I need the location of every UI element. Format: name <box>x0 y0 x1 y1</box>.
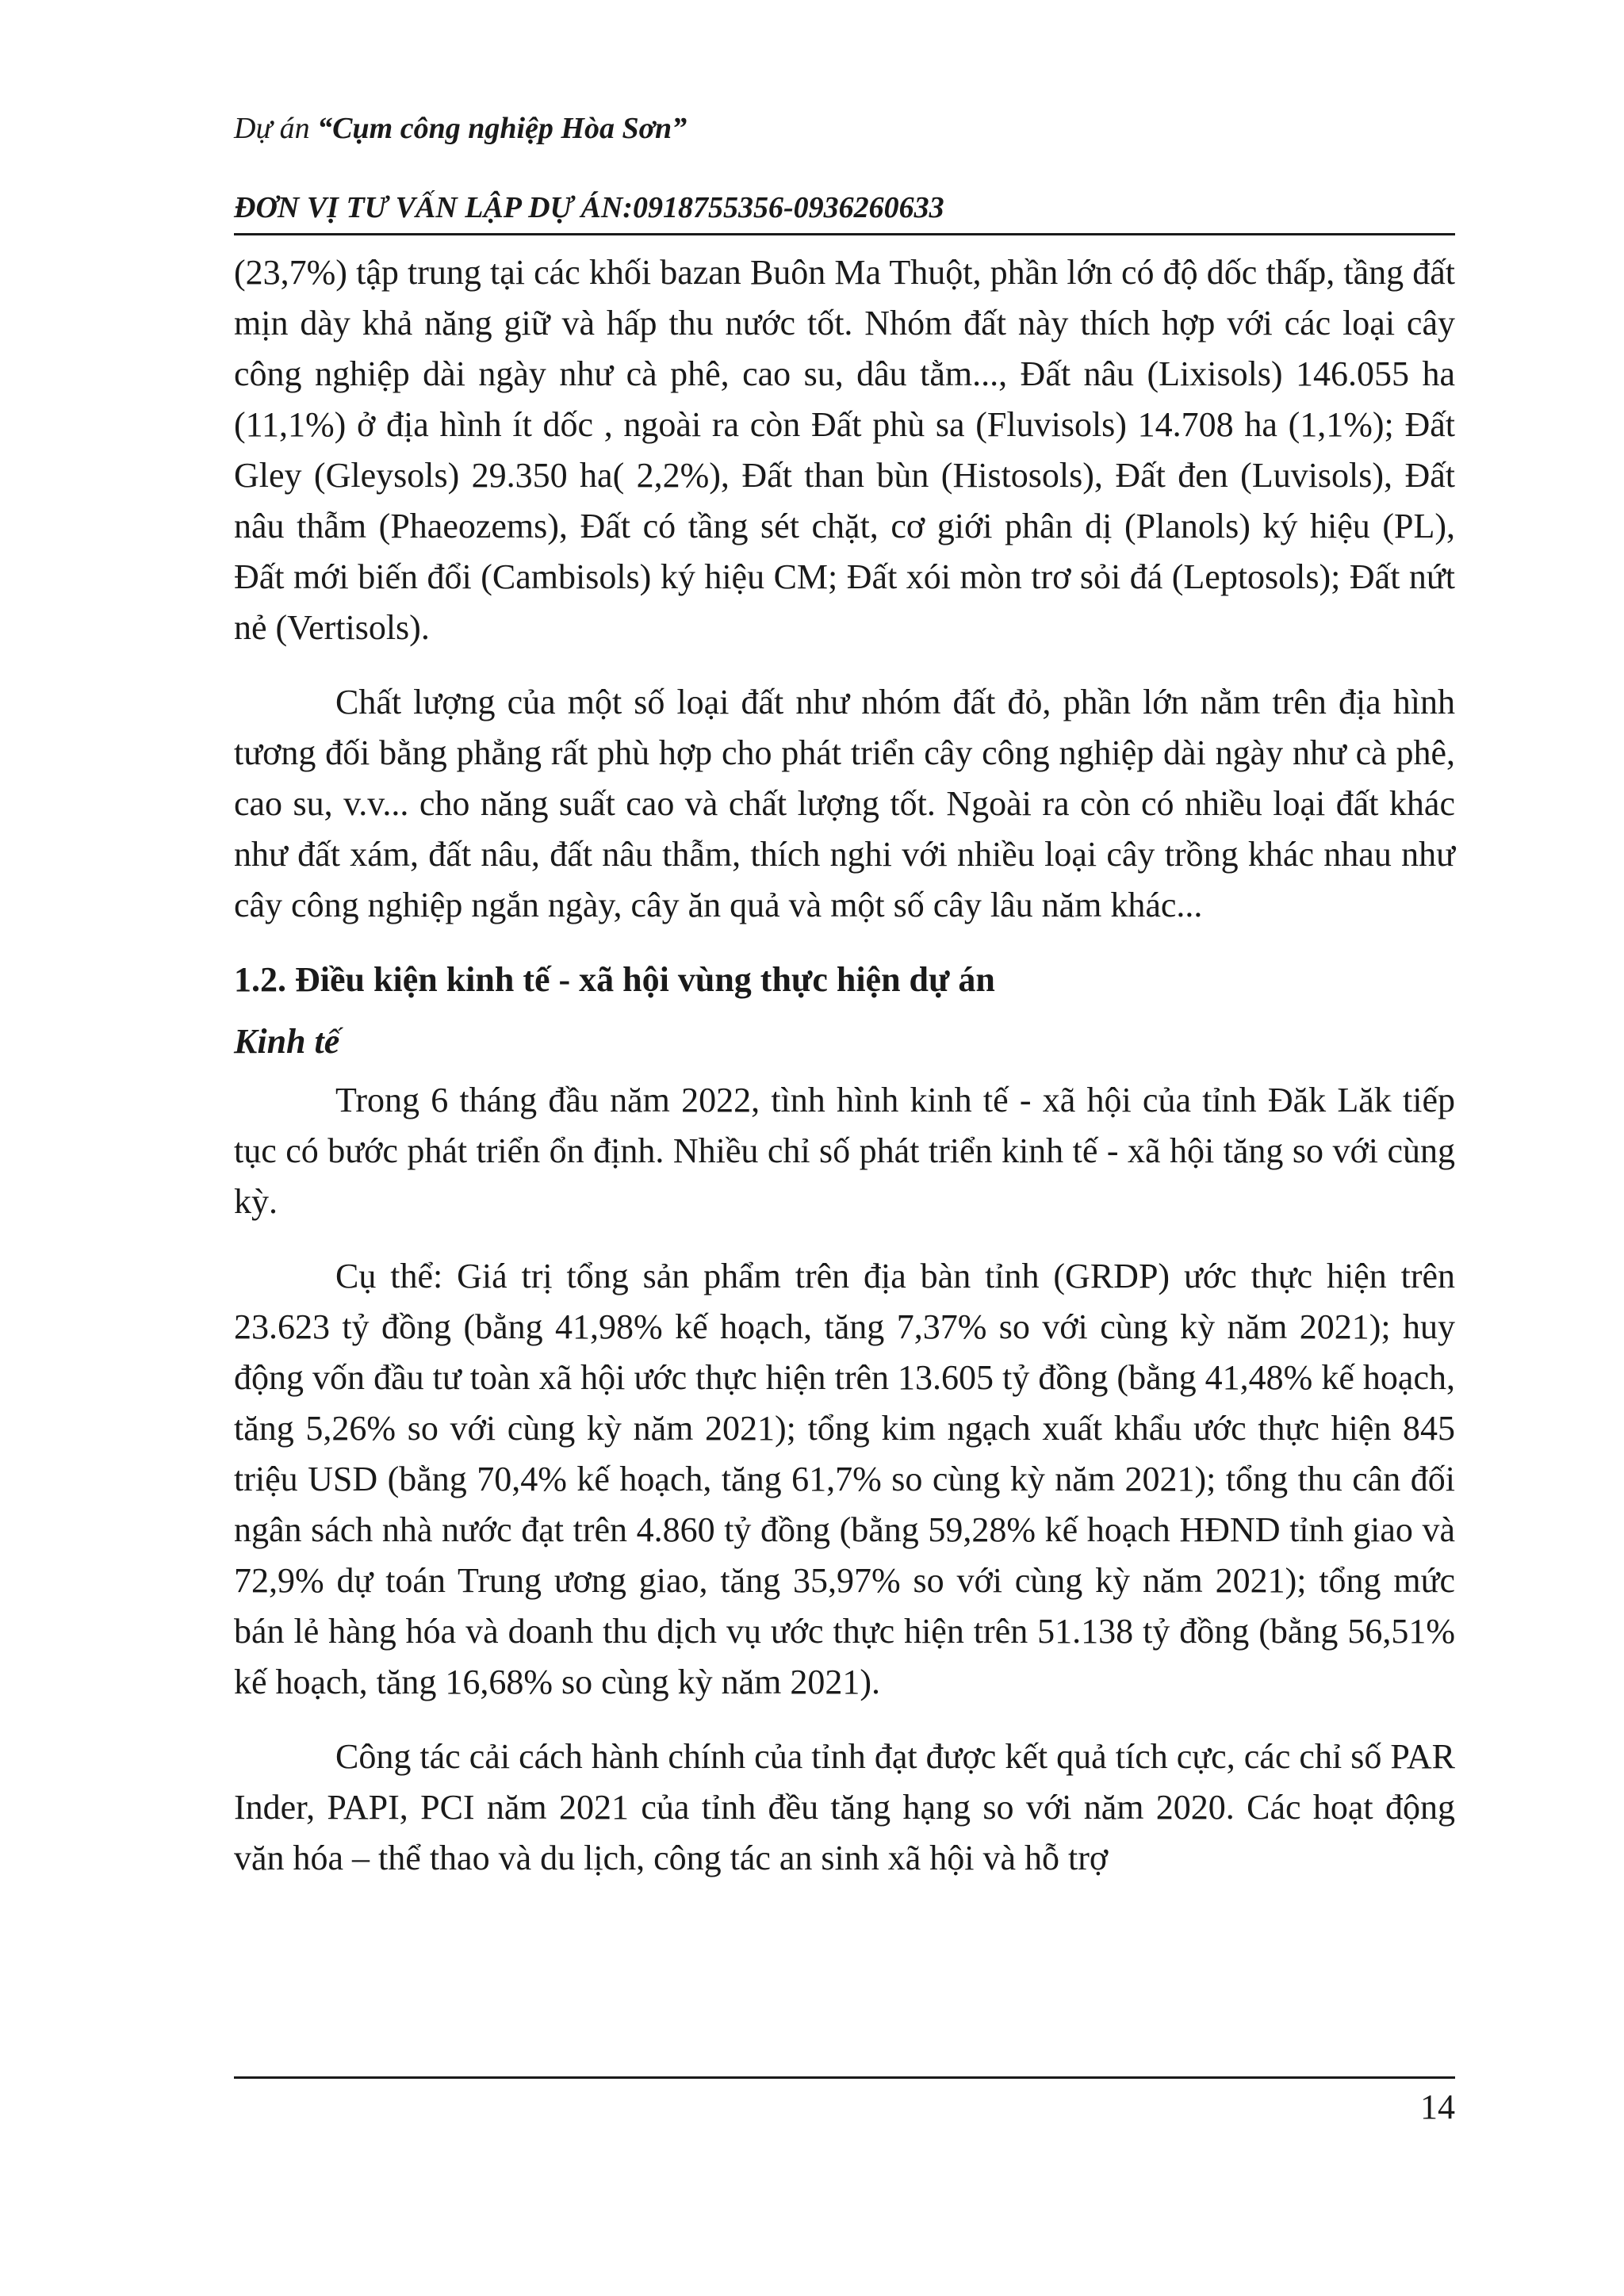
paragraph-soil-types: (23,7%) tập trung tại các khối bazan Buôn Ma Thuột, phần lớn có độ dốc thấp, tầng đất mịn dày khả năng giữ và hấp thu nước tốt. Nhóm đất này thích hợp với các loại cây công nghiệp dài ngày như cà phê, cao su, dâu tằm..., Đất nâu (Lixisols) 146.055 ha (11,1%) ở địa hình ít dốc , ngoài ra còn Đất phù sa (Fluvisols) 14.708 ha (1,1%); Đất Gley (Gleysols) 29.350 ha( 2,2%), Đất than bùn (Histosols), Đất đen (Luvisols), Đất nâu thẫm (Phaeozems), Đất có tầng sét chặt, cơ giới phân dị (Planols) ký hiệu (PL), Đất mới biến đổi (Cambisols) ký hiệu CM; Đất xói mòn trơ sỏi đá (Leptosols); Đất nứt nẻ (Vertisols). <box>234 253 1455 647</box>
paragraph-economy-details: Cụ thể: Giá trị tổng sản phẩm trên địa bàn tỉnh (GRDP) ước thực hiện trên 23.623 tỷ đồng (bằng 41,98% kế hoạch, tăng 7,37% so với cùng kỳ năm 2021); huy động vốn đầu tư toàn xã hội ước thực hiện trên 13.605 tỷ đồng (bằng 41,48% kế hoạch, tăng 5,26% so với cùng kỳ năm 2021); tổng kim ngạch xuất khẩu ước thực hiện 845 triệu USD (bằng 70,4% kế hoạch, tăng 61,7% so cùng kỳ năm 2021); tổng thu cân đối ngân sách nhà nước đạt trên 4.860 tỷ đồng (bằng 59,28% kế hoạch HĐND tỉnh giao và 72,9% dự toán Trung ương giao, tăng 35,97% so với cùng kỳ năm 2021); tổng mức bán lẻ hàng hóa và doanh thu dịch vụ ước thực hiện trên 51.138 tỷ đồng (bằng 56,51% kế hoạch, tăng 16,68% so cùng kỳ năm 2021). <box>234 1257 1455 1701</box>
footer-divider <box>234 2076 1455 2079</box>
paragraph-admin-reform: Công tác cải cách hành chính của tỉnh đạt được kết quả tích cực, các chỉ số PAR Inder, PAPI, PCI năm 2021 của tỉnh đều tăng hạng so với năm 2020. Các hoạt động văn hóa – thể thao và du lịch, công tác an sinh xã hội và hỗ trợ <box>234 1737 1455 1877</box>
section-heading: 1.2. Điều kiện kinh tế - xã hội vùng thực hiện dự án <box>234 960 995 999</box>
page-number: 14 <box>1420 2087 1455 2126</box>
paragraph-economy-intro: Trong 6 tháng đầu năm 2022, tình hình kinh tế - xã hội của tỉnh Đăk Lăk tiếp tục có bước phát triển ổn định. Nhiều chỉ số phát triển kinh tế - xã hội tăng so với cùng kỳ. <box>234 1081 1455 1221</box>
subheading-economy: Kinh tế <box>234 1022 340 1061</box>
page-body <box>234 247 1455 1908</box>
paragraph-soil-quality: Chất lượng của một số loại đất như nhóm đất đỏ, phần lớn nằm trên địa hình tương đối bằng phẳng rất phù hợp cho phát triển cây công nghiệp dài ngày như cà phê, cao su, v.v... cho năng suất cao và chất lượng tốt. Ngoài ra còn có nhiều loại đất khác như đất xám, đất nâu, đất nâu thẫm, thích nghi với nhiều loại cây trồng khác nhau như cây công nghiệp ngắn ngày, cây ăn quả và một số cây lâu năm khác... <box>234 683 1455 924</box>
header-consultant: ĐƠN VỊ TƯ VẤN LẬP DỰ ÁN:0918755356-0936260633 <box>234 191 944 224</box>
header-prefix: Dự án <box>234 112 318 145</box>
header-divider <box>234 233 1455 235</box>
header-project-name: “Cụm công nghiệp Hòa Sơn” <box>317 112 688 145</box>
header-project-line <box>234 111 687 147</box>
